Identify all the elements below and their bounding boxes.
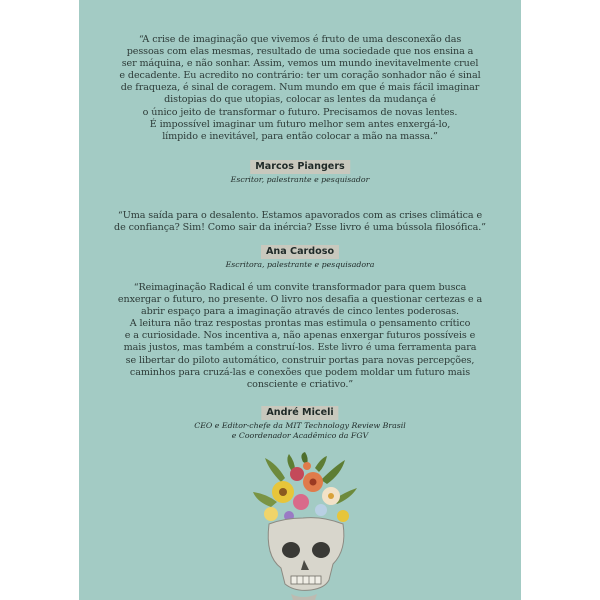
quote-line: de fraqueza, é sinal de coragem. Num mundo em que é mais fácil imaginar	[120, 82, 480, 94]
quote-line: A leitura não traz respostas prontas mas estimula o pensamento crítico	[129, 318, 471, 330]
quote-line: consciente e criativo.”	[246, 378, 354, 390]
quote-line: ser máquina, e não sonhar. Assim, vemos um mundo inevitavelmente cruel	[121, 58, 479, 70]
skull-icon	[268, 518, 344, 600]
quote-line: distopias do que utopias, colocar as lentes da mudança é	[164, 94, 436, 106]
author-role: Escritora, palestrante e pesquisadora	[225, 260, 375, 269]
quote-line: abrir espaço para a imaginação através de cinco lentes poderosas.	[141, 306, 459, 318]
quote-line: “A crise de imaginação que vivemos é fruto de uma desconexão das	[138, 34, 462, 45]
quote-andre-miceli	[79, 282, 521, 391]
quote-marcos-piangers	[79, 34, 521, 143]
quote-line: “Uma saída para o desalento. Estamos apavorados com as crises climática e	[117, 210, 483, 221]
quote-line: enxergar o futuro, no presente. O livro nos desafia a questionar certezas e a	[117, 294, 483, 306]
author-role: CEO e Editor-chefe da MIT Technology Review Brasil	[194, 421, 406, 430]
author-role: Escritor, palestrante e pesquisador	[230, 175, 370, 184]
quote-line: caminhos para cruzá-las e conexões que podem moldar um futuro mais	[129, 366, 471, 378]
quote-line: e a curiosidade. Nos incentiva a, não apenas enxergar futuros possíveis e	[124, 330, 476, 342]
author-name: Marcos Piangers	[250, 160, 350, 174]
author-name: André Miceli	[261, 406, 338, 420]
quote-line: pessoas com elas mesmas, resultado de uma sociedade que nos ensina a	[126, 46, 474, 58]
quote-line: se libertar do piloto automático, construir portas para novas percepções,	[125, 354, 475, 366]
quote-ana-cardoso	[79, 210, 521, 234]
quote-line: e decadente. Eu acredito no contrário: ter um coração sonhador não é sinal	[119, 70, 481, 82]
quote-line: mais justos, mas também a construí-los. Este livro é uma ferramenta para	[123, 342, 477, 354]
quote-line: límpido e inevitável, para então colocar a mão na massa.”	[162, 130, 438, 142]
quote-line: o único jeito de transformar o futuro. Precisamos de novas lentes.	[142, 106, 458, 118]
quote-line: “Reimaginação Radical é um convite transformador para quem busca	[133, 282, 467, 293]
skull-with-flowers-illustration	[251, 452, 361, 600]
author-role: e Coordenador Acadêmico da FGV	[231, 431, 369, 440]
quote-line: É impossível imaginar um futuro melhor sem antes enxergá-lo,	[149, 118, 451, 130]
quote-line: de confiança? Sim! Como sair da inércia? Esse livro é uma bússola filosófica.”	[114, 222, 486, 234]
author-name: Ana Cardoso	[261, 245, 339, 259]
back-cover	[79, 0, 521, 600]
